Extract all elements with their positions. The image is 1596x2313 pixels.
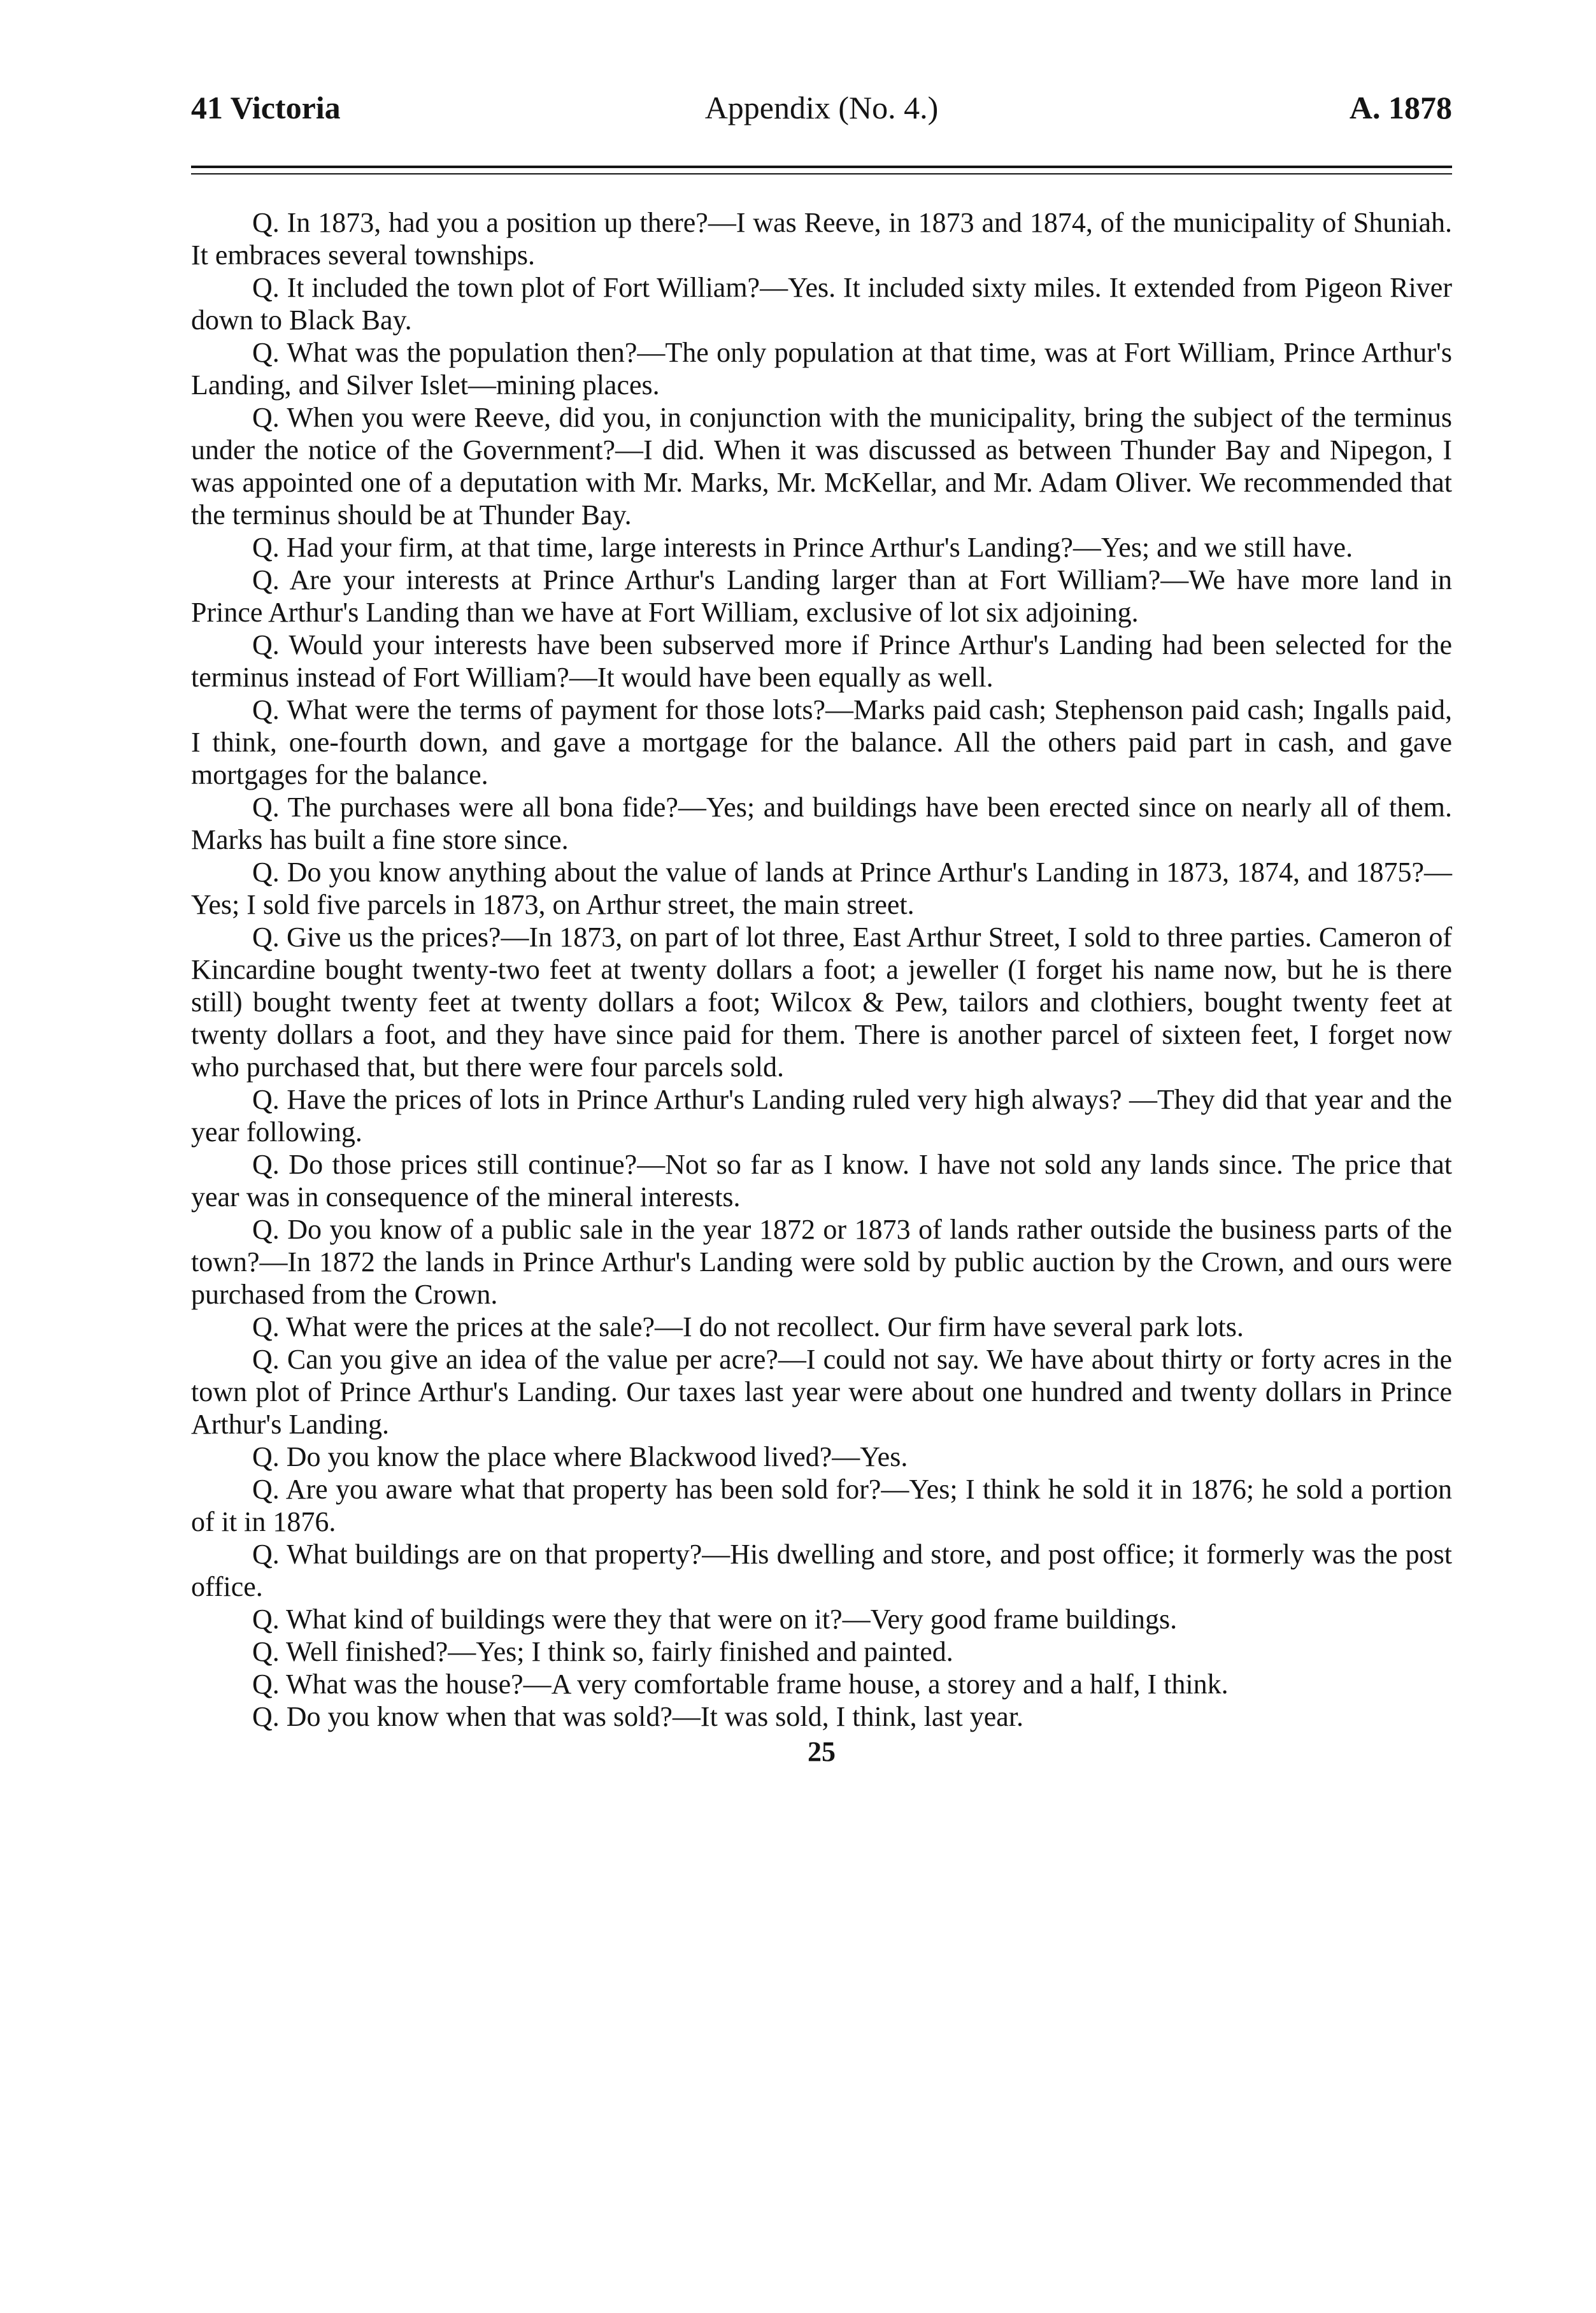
paragraph: Q. What were the terms of payment for those lots?—Marks paid cash; Stephenson paid cash; Ingalls paid, I think, one-fourth down, and gave a mortgage for the balance. All the others paid part in cash, and gave mortgages for the balance. — [191, 694, 1452, 790]
header-session: 41 Victoria — [191, 90, 341, 125]
paragraph: Q. It included the town plot of Fort William?—Yes. It included sixty miles. It extended from Pigeon River down to Black Bay. — [191, 272, 1452, 336]
paragraph: Q. Do you know anything about the value of lands at Prince Arthur's Landing in 1873, 1874, and 1875?—Yes; I sold five parcels in 1873, on Arthur street, the main street. — [191, 857, 1452, 920]
paragraph: Q. The purchases were all bona fide?—Yes; and buildings have been erected since on nearly all of them. Marks has built a fine store since. — [191, 792, 1452, 855]
paragraph: Q. Do you know when that was sold?—It was sold, I think, last year. — [252, 1701, 1024, 1732]
paragraph: Q. Do you know the place where Blackwood lived?—Yes. — [252, 1441, 908, 1472]
paragraph: Q. Do you know of a public sale in the year 1872 or 1873 of lands rather outside the business parts of the town?—In 1872 the lands in Prince Arthur's Landing were sold by public auction by the Crown, and ours were purchased from the Crown. — [191, 1214, 1452, 1310]
header-appendix: Appendix (No. 4.) — [704, 90, 939, 125]
paragraph: Q. Had your firm, at that time, large interests in Prince Arthur's Landing?—Yes; and we still have. — [252, 532, 1353, 563]
paragraph: Q. What buildings are on that property?—His dwelling and store, and post office; it formerly was the post office. — [191, 1539, 1452, 1602]
header-rule — [191, 166, 1452, 174]
paragraph: Q. Would your interests have been subserved more if Prince Arthur's Landing had been selected for the terminus instead of Fort William?—It would have been equally as well. — [191, 629, 1452, 693]
paragraph: Q. What kind of buildings were they that were on it?—Very good frame buildings. — [252, 1604, 1178, 1635]
paragraph: Q. In 1873, had you a position up there?—I was Reeve, in 1873 and 1874, of the municipality of Shuniah. It embraces several townships. — [191, 207, 1452, 271]
page-number: 25 — [808, 1736, 836, 1767]
header-year: A. 1878 — [1349, 90, 1452, 125]
paragraph: Q. When you were Reeve, did you, in conjunction with the municipality, bring the subject of the terminus under the notice of the Government?—I did. When it was discussed as between Thunder Bay and Nipegon, I was appointed one of a deputation with Mr. Marks, Mr. McKellar, and Mr. Adam Oliver. We recommended that the terminus should be at Thunder Bay. — [191, 402, 1452, 530]
testimony-body — [191, 206, 1452, 1733]
paragraph: Q. What were the prices at the sale?—I do not recollect. Our firm have several park lots. — [252, 1311, 1244, 1342]
paragraph: Q. Well finished?—Yes; I think so, fairly finished and painted. — [252, 1636, 953, 1667]
paragraph: Q. Have the prices of lots in Prince Arthur's Landing ruled very high always? —They did that year and the year following. — [191, 1084, 1452, 1148]
document-page — [191, 89, 1452, 1768]
paragraph: Q. Do those prices still continue?—Not so far as I know. I have not sold any lands since. The price that year was in consequence of the mineral interests. — [191, 1149, 1452, 1213]
paragraph: Q. What was the house?—A very comfortable frame house, a storey and a half, I think. — [252, 1669, 1229, 1700]
paragraph: Q. Can you give an idea of the value per acre?—I could not say. We have about thirty or forty acres in the town plot of Prince Arthur's Landing. Our taxes last year were about one hundred and twenty dollars in Prince Arthur's Landing. — [191, 1344, 1452, 1440]
running-header — [191, 89, 1452, 140]
paragraph: Q. Are your interests at Prince Arthur's Landing larger than at Fort William?—We have more land in Prince Arthur's Landing than we have at Fort William, exclusive of lot six adjoining. — [191, 564, 1452, 628]
paragraph: Q. Are you aware what that property has been sold for?—Yes; I think he sold it in 1876; he sold a portion of it in 1876. — [191, 1474, 1452, 1537]
paragraph: Q. What was the population then?—The only population at that time, was at Fort William, Prince Arthur's Landing, and Silver Islet—mining places. — [191, 337, 1452, 401]
paragraph: Q. Give us the prices?—In 1873, on part of lot three, East Arthur Street, I sold to three parties. Cameron of Kincardine bought twenty-two feet at twenty dollars a foot; a jeweller (I forget his name now, but he is there still) bought twenty feet at twenty dollars a foot; Wilcox & Pew, tailors and clothiers, bought twenty feet at twenty dollars a foot, and they have since paid for them. There is another parcel of sixteen feet, I forget now who purchased that, but there were four parcels sold. — [191, 922, 1452, 1083]
